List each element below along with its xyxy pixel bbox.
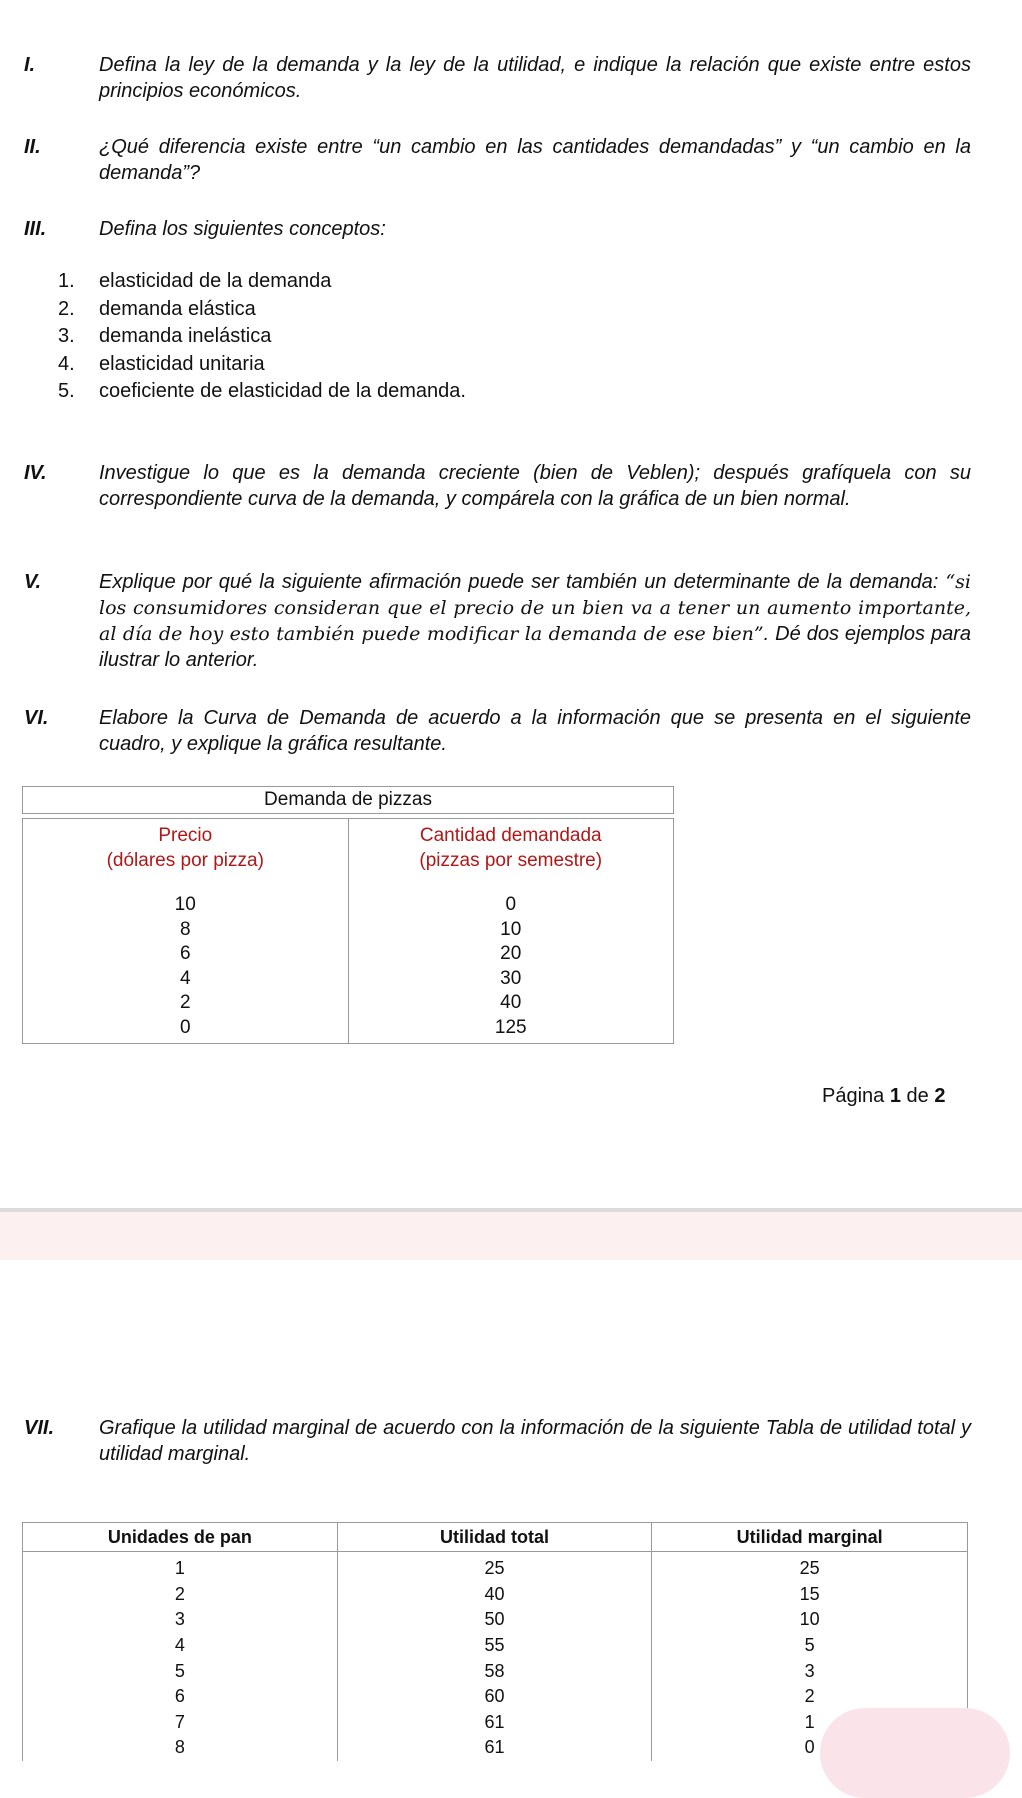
- total-pages: 2: [934, 1085, 946, 1107]
- table-cell: 2: [179, 992, 191, 1013]
- question-text-part: . Dé dos ejemplos para ilustrar lo anterior.: [99, 623, 971, 671]
- table-row: [23, 1658, 968, 1684]
- question-number: II.: [24, 136, 41, 158]
- table-cell: 10: [500, 918, 522, 940]
- table-cell: 61: [337, 1735, 652, 1761]
- price-values: [23, 893, 348, 1040]
- table-cell: 30: [500, 967, 522, 989]
- table-cell: 58: [337, 1658, 652, 1684]
- pizza-table: [22, 818, 674, 1044]
- list-item: [58, 268, 466, 296]
- list-item: [58, 351, 466, 379]
- list-item: [58, 378, 466, 406]
- question-text: ¿Qué diferencia existe entre “un cambio en las cantidades demandadas” y “un cambio en la demanda”?: [99, 136, 971, 184]
- table-cell: 55: [337, 1633, 652, 1659]
- table-row: [23, 1607, 968, 1633]
- price-header: [23, 823, 348, 877]
- list-item-number: 4.: [58, 352, 75, 375]
- list-item-label: elasticidad unitaria: [99, 352, 265, 375]
- table-cell: 5: [652, 1633, 968, 1659]
- header-line: Precio: [158, 825, 213, 846]
- table-cell: 10: [652, 1607, 968, 1633]
- table-cell: 6: [179, 943, 191, 964]
- table-cell: 1: [23, 1552, 338, 1582]
- table-row: [23, 1552, 968, 1582]
- question-number: VII.: [24, 1417, 55, 1439]
- list-item-label: demanda inelástica: [99, 325, 272, 347]
- overlay-blob: [820, 1708, 1010, 1798]
- page-number: [822, 1085, 945, 1108]
- list-item-number: 2.: [58, 297, 75, 320]
- table-cell: 25: [337, 1552, 652, 1582]
- quantity-column: [348, 819, 674, 1043]
- table-cell: 6: [23, 1684, 338, 1710]
- question-text: Elabore la Curva de Demanda de acuerdo a la información que se presenta en el siguiente cuadro, y explique la gráfica resultante.: [99, 707, 971, 755]
- table-cell: 5: [23, 1658, 338, 1684]
- list-item-number: 3.: [58, 325, 75, 347]
- table-cell: 25: [652, 1552, 968, 1582]
- table-cell: 125: [494, 1016, 527, 1038]
- table-cell: 20: [500, 943, 522, 964]
- table-cell: 2: [652, 1684, 968, 1710]
- page-label: Página: [822, 1085, 890, 1107]
- list-item: [58, 296, 466, 324]
- list-item: [58, 323, 466, 351]
- quantity-header: [349, 823, 674, 877]
- table-cell: 1: [652, 1710, 968, 1736]
- question-number: I.: [24, 54, 36, 76]
- header-line: (pizzas por semestre): [419, 850, 603, 871]
- page-separator: de: [900, 1085, 935, 1107]
- column-header: Unidades de pan: [23, 1523, 338, 1552]
- table-cell: 50: [337, 1607, 652, 1633]
- price-column: [23, 819, 348, 1043]
- page-gap: [0, 1212, 1022, 1260]
- question-number: V.: [24, 571, 42, 593]
- utility-table: [22, 1522, 968, 1761]
- table-cell: 4: [23, 1633, 338, 1659]
- current-page: 1: [889, 1085, 901, 1107]
- table-cell: 40: [337, 1582, 652, 1608]
- quantity-values: [349, 893, 674, 1040]
- table-cell: 0: [505, 894, 517, 915]
- question-text: Grafique la utilidad marginal de acuerdo con la información de la siguiente Tabla de utilidad total y utilidad marginal.: [99, 1417, 971, 1465]
- column-header: Utilidad marginal: [652, 1523, 968, 1552]
- table-cell: 8: [23, 1735, 338, 1761]
- list-item-number: 5.: [58, 380, 75, 402]
- table-cell: 15: [652, 1582, 968, 1608]
- table-cell: 7: [23, 1710, 338, 1736]
- table-cell: 0: [179, 1016, 191, 1038]
- pizza-table-title: Demanda de pizzas: [22, 786, 674, 814]
- table-cell: 3: [652, 1658, 968, 1684]
- table-cell: 0: [652, 1735, 968, 1761]
- table-row: [23, 1684, 968, 1710]
- table-cell: 40: [500, 992, 522, 1013]
- question-text-part: Explique por qué la siguiente afirmación puede ser también un determinante de la demanda:: [99, 571, 946, 593]
- table-row: [23, 1582, 968, 1608]
- concept-list: [58, 268, 466, 406]
- column-header: Utilidad total: [337, 1523, 652, 1552]
- header-line: (dólares por pizza): [106, 850, 264, 871]
- list-item-label: coeficiente de elasticidad de la demanda.: [99, 380, 466, 402]
- question-text: Defina los siguientes conceptos:: [99, 218, 386, 240]
- table-cell: 4: [179, 967, 191, 989]
- list-item-number: 1.: [58, 270, 75, 292]
- question-text: Investigue lo que es la demanda creciente (bien de Veblen); después grafíquela con su correspondiente curva de la demanda, y compárela con la gráfica de un bien normal.: [99, 462, 971, 510]
- table-header-row: [23, 1523, 968, 1552]
- quoted-statement: “si los consumidores consideran que el precio de un bien va a tener un aumento importante, al día de hoy esto también puede modificar la demanda de ese bien”: [99, 571, 971, 645]
- question-number: III.: [24, 218, 47, 240]
- list-item-label: demanda elástica: [99, 297, 256, 320]
- question-text: [99, 569, 971, 673]
- table-cell: 61: [337, 1710, 652, 1736]
- question-number: VI.: [24, 707, 49, 729]
- question-number: IV.: [24, 462, 47, 484]
- table-cell: 10: [174, 894, 196, 915]
- table-cell: 2: [23, 1582, 338, 1608]
- question-text: Defina la ley de la demanda y la ley de la utilidad, e indique la relación que existe entre estos principios económicos.: [99, 54, 971, 102]
- table-cell: 8: [179, 918, 191, 940]
- header-line: Cantidad demandada: [419, 825, 602, 846]
- table-row: [23, 1633, 968, 1659]
- table-cell: 3: [23, 1607, 338, 1633]
- list-item-label: elasticidad de la demanda: [99, 270, 332, 292]
- table-cell: 60: [337, 1684, 652, 1710]
